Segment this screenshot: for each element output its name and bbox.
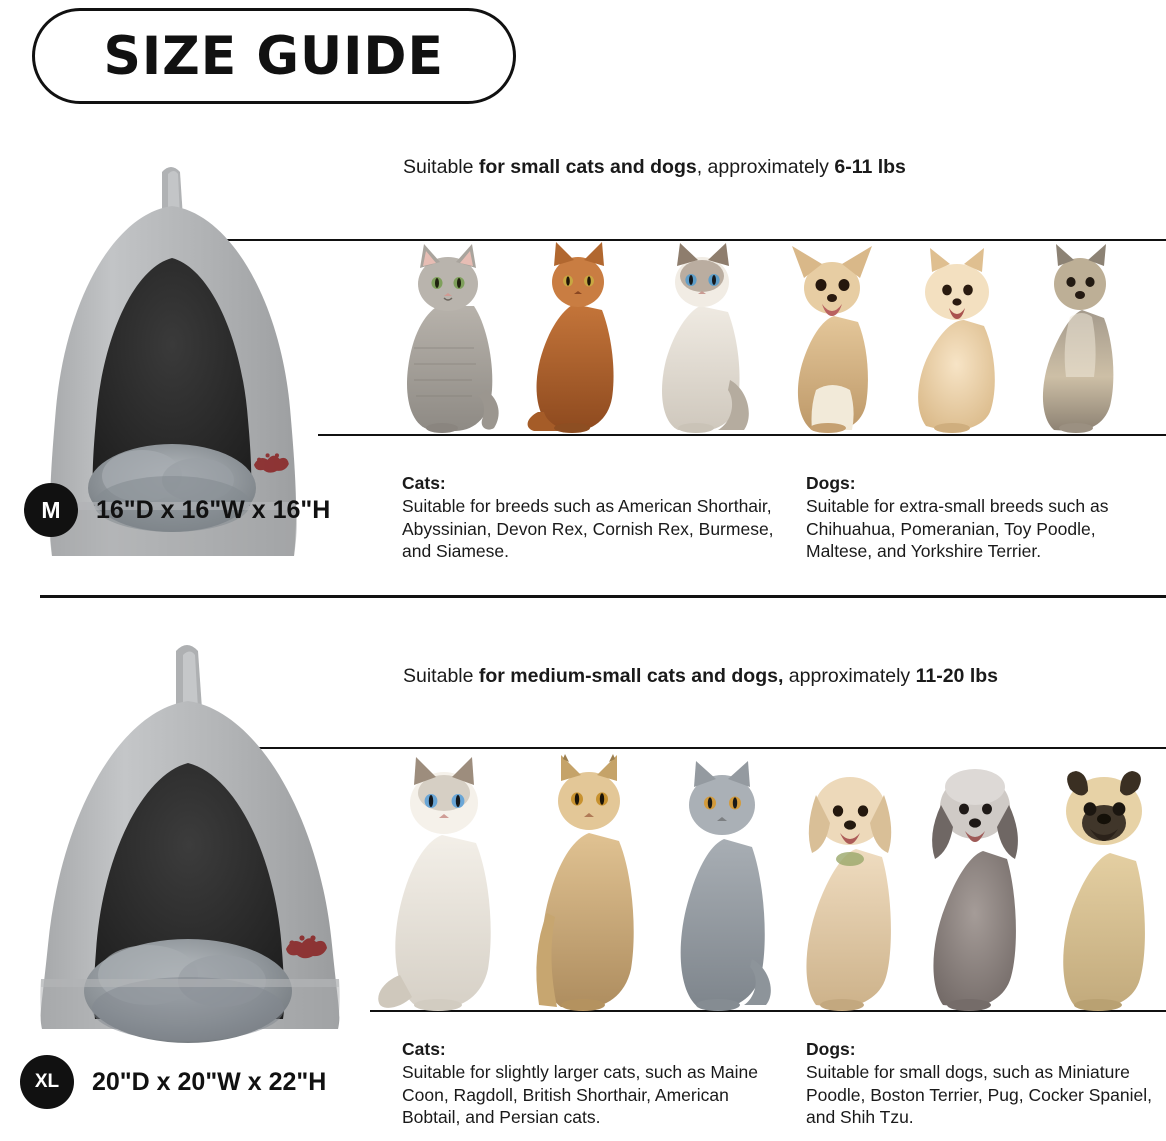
suitability-prefix: Suitable — [403, 665, 479, 687]
dogs-heading-xl: Dogs: — [806, 1039, 856, 1059]
snowshoe-cat-photo — [644, 240, 762, 434]
size-badge-xl: XL — [20, 1055, 74, 1109]
dogs-heading-m: Dogs: — [806, 473, 856, 493]
divider-bottom-m — [318, 434, 1166, 436]
suitability-bold-weight: 6-11 lbs — [834, 156, 906, 178]
gray-tabby-cat-photo — [390, 240, 506, 434]
size-row-m — [24, 483, 330, 537]
suitability-bold-animals: for medium-small cats and dogs, — [478, 665, 784, 687]
dogs-breeds-m — [806, 472, 1166, 563]
size-dimensions-xl: 20"D x 20"W x 22"H — [92, 1067, 327, 1096]
cats-heading-xl: Cats: — [402, 1039, 446, 1059]
suitability-bold-animals: for small cats and dogs — [478, 156, 697, 178]
ragdoll-cat-photo — [372, 753, 518, 1011]
size-guide-header — [32, 8, 516, 104]
cats-text-xl: Suitable for slightly larger cats, such as Maine Coon, Ragdoll, British Shorthair, American Bobtail, and Persian cats. — [402, 1062, 758, 1128]
animal-strip-m — [390, 240, 1130, 434]
cats-heading-m: Cats: — [402, 473, 446, 493]
suitability-line-m — [403, 156, 906, 179]
suitability-bold-weight: 11-20 lbs — [915, 665, 998, 687]
dogs-breeds-xl — [806, 1038, 1166, 1129]
chihuahua-dog-photo — [776, 240, 888, 434]
orange-abyssinian-cat-photo — [520, 240, 630, 434]
british-shorthair-cat-photo — [660, 753, 784, 1011]
pet-bed-illustration-xl — [8, 643, 388, 1043]
yorkshire-terrier-dog-photo — [1026, 240, 1130, 434]
page-title: SIZE GUIDE — [103, 25, 445, 87]
size-dimensions-m: 16"D x 16"W x 16"H — [96, 495, 331, 524]
pug-dog-photo — [1040, 753, 1166, 1011]
suitability-middle: approximately — [783, 665, 916, 687]
size-section-m — [0, 140, 1166, 600]
suitability-line-xl — [403, 665, 998, 688]
miniature-poodle-dog-photo — [913, 753, 1037, 1011]
cats-breeds-xl — [402, 1038, 792, 1129]
suitability-prefix: Suitable — [403, 156, 479, 178]
dogs-text-xl: Suitable for small dogs, such as Miniature Poodle, Boston Terrier, Pug, Cocker Spaniel, and Shih Tzu. — [806, 1062, 1152, 1128]
size-row-xl — [20, 1055, 326, 1109]
cats-breeds-m — [402, 472, 782, 563]
shih-tzu-dog-photo — [786, 753, 910, 1011]
animal-strip-xl — [372, 753, 1166, 1011]
size-section-xl — [0, 625, 1166, 1141]
cats-text-m: Suitable for breeds such as American Shorthair, Abyssinian, Devon Rex, Cornish Rex, Burmese, and Siamese. — [402, 496, 774, 562]
dogs-text-m: Suitable for extra-small breeds such as Chihuahua, Pomeranian, Toy Poodle, Maltese, and Yorkshire Terrier. — [806, 496, 1109, 562]
size-badge-m: M — [24, 483, 78, 537]
section-separator — [40, 595, 1166, 598]
pomeranian-dog-photo — [902, 240, 1012, 434]
suitability-middle: , approximately — [696, 156, 835, 178]
maine-coon-cat-photo — [521, 753, 657, 1011]
